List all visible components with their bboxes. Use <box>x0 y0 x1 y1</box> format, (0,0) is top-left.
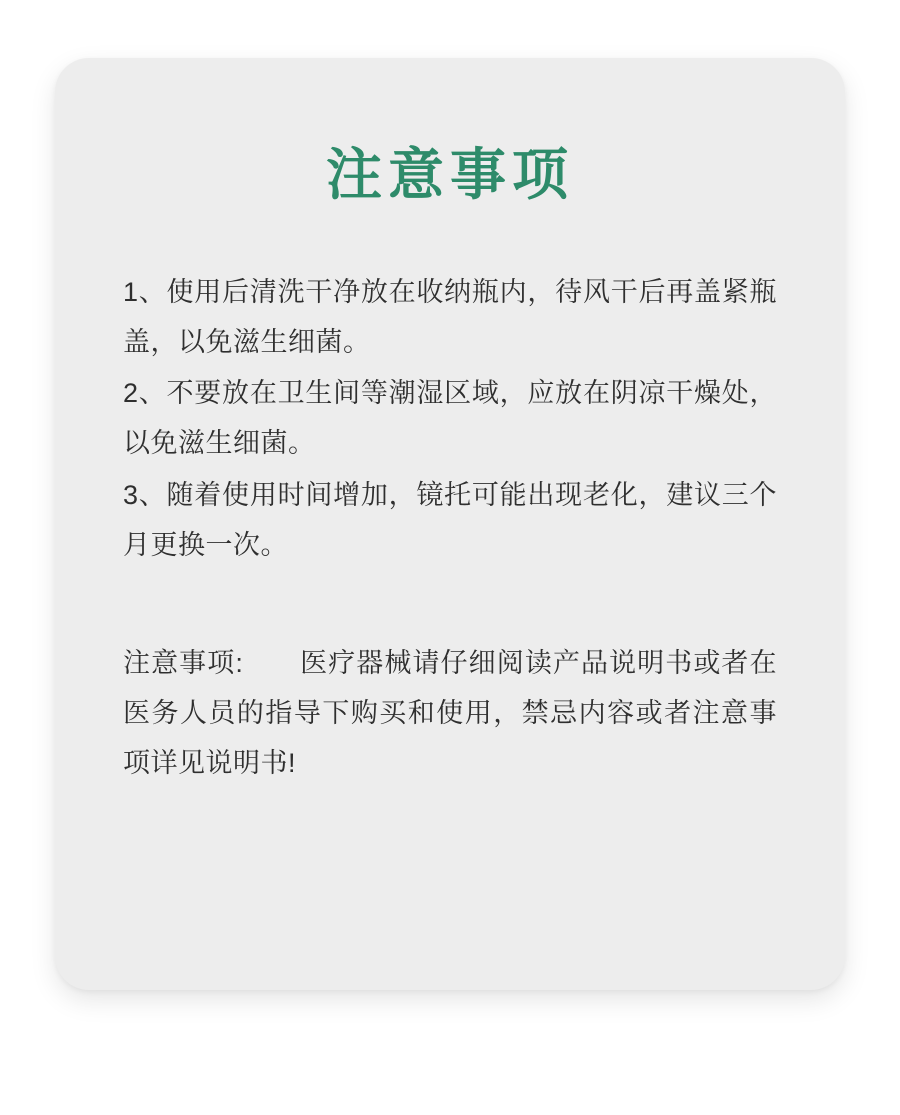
notice-card <box>55 58 845 990</box>
disclaimer-label: 注意事项: <box>123 648 244 679</box>
notice-body <box>55 206 845 789</box>
disclaimer-paragraph <box>123 639 777 789</box>
list-item: 2、不要放在卫生间等潮湿区域，应放在阴凉干燥处，以免滋生细菌。 <box>123 378 777 459</box>
disclaimer-block <box>123 639 777 789</box>
list-item: 1、使用后清洗干净放在收纳瓶内，待风干后再盖紧瓶盖，以免滋生细菌。 <box>123 276 777 357</box>
notice-list <box>123 268 777 572</box>
list-item: 3、随着使用时间增加，镜托可能出现老化，建议三个月更换一次。 <box>123 480 777 561</box>
page-title: 注意事项 <box>326 143 574 206</box>
disclaimer-content: 医疗器械请仔细阅读产品说明书或者在医务人员的指导下购买和使用，禁忌内容或者注意事项详见说明书! <box>123 648 778 779</box>
